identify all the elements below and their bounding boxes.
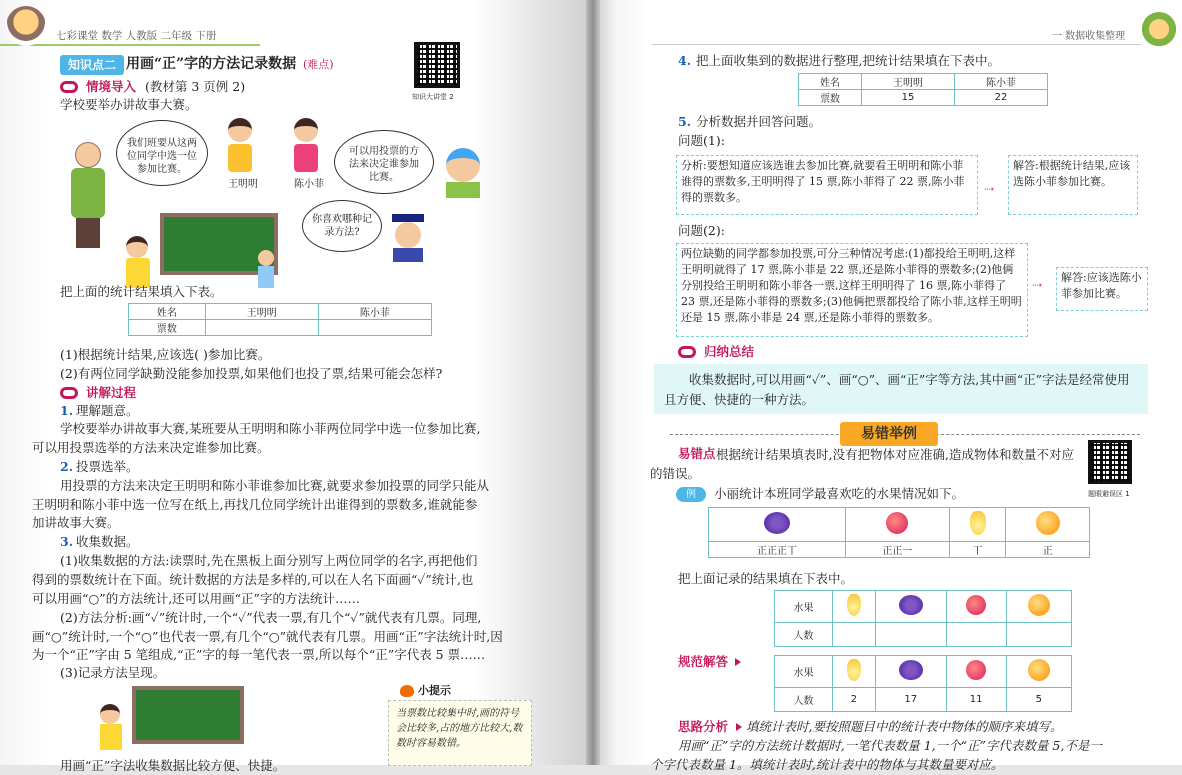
tally-apple-cell	[846, 508, 950, 542]
ft-apple-cell	[946, 591, 1006, 623]
p5-num: 5.	[678, 114, 692, 129]
apple-icon	[966, 660, 986, 680]
at-grape: 17	[875, 688, 946, 712]
student-boy-figure	[228, 118, 258, 178]
ft-label-count: 人数	[775, 623, 833, 647]
mascot-logo	[6, 6, 46, 46]
example-text: 小丽统计本班同学最喜欢吃的水果情况如下。	[714, 486, 965, 501]
std-label: 规范解答	[678, 654, 729, 669]
apple-icon	[966, 595, 986, 615]
kp-badge: (难点)	[303, 58, 334, 71]
th-wang: 王明明	[205, 304, 318, 320]
ft-empty-4[interactable]	[1006, 623, 1071, 647]
td4-votes: 票数	[799, 90, 862, 106]
grape-icon	[764, 512, 790, 534]
tally-apple: 正正一	[846, 542, 950, 558]
tally-grape-cell	[709, 508, 846, 542]
td-chen-empty[interactable]	[318, 320, 431, 336]
tally-orange: 正	[1006, 542, 1090, 558]
right-page	[592, 0, 1182, 772]
fill-table-empty	[774, 590, 1072, 647]
ft-empty-2[interactable]	[875, 623, 946, 647]
step1-title: 理解题意。	[76, 403, 139, 418]
qr-code[interactable]	[414, 42, 460, 88]
think-line3: 个字代表数量 1。填统计表时,统计表中的物体与其数量要对应。	[650, 757, 1004, 772]
speech-bubble-teacher	[116, 120, 208, 186]
apple-icon	[886, 512, 908, 534]
kp-title: 用画“正”字的方法记录数据	[126, 56, 297, 72]
ft-pear-cell	[833, 591, 876, 623]
pear-icon	[970, 511, 986, 535]
at-grape-cell	[875, 656, 946, 688]
th-name: 姓名	[129, 304, 206, 320]
ft-empty-3[interactable]	[946, 623, 1006, 647]
summary-text: 收集数据时,可以用画“✓”、画“○”、画“正”字等方法,其中画“正”字法是经常使用且方便、快捷的一种方法。	[664, 372, 1130, 407]
th4-name: 姓名	[799, 74, 862, 90]
orange-icon	[1028, 659, 1050, 681]
bottom-cut-line: 用画“正”字法收集数据比较方便、快捷。	[60, 758, 286, 773]
tally-grape: 正正正丅	[709, 542, 846, 558]
step2-title: 投票选举。	[76, 459, 139, 474]
q1-label: 问题(1):	[678, 133, 725, 148]
bubble-text-2: 可以用投票的方法来决定谁参加比赛。	[349, 146, 419, 183]
intro-text: 学校要举办讲故事大赛。	[60, 97, 198, 112]
td4-chen: 22	[955, 90, 1048, 106]
ft-label-fruit: 水果	[775, 591, 833, 623]
kp-tag	[60, 55, 124, 75]
summary-head: 归纳总结	[704, 344, 755, 359]
step3-line3: 可以用画“○”的方法统计,还可以用画“正”字的方法统计……	[32, 591, 360, 606]
banner-text: 易错举例	[861, 426, 917, 442]
step2-line2: 王明明和陈小菲中选一位写在纸上,再找几位同学统计出谁得到的票数多,谁就能参	[32, 497, 478, 512]
arrow-q2: ⇢	[1032, 278, 1043, 292]
at-label-count: 人数	[775, 688, 833, 712]
page-spine	[586, 0, 600, 765]
intro-head: 情境导入	[86, 79, 137, 94]
q1-analysis-box: 分析:要想知道应该选谁去参加比赛,就要看王明明和陈小菲谁得的票数多,王明明得了 15 票,陈小菲得了 22 票,陈小菲得的票数多。	[676, 155, 978, 215]
bird-icon	[400, 685, 414, 697]
step3-line4: (2)方法分析:画“✓”统计时,一个“✓”代表一票,有几个“✓”就代表有几票。同理,	[60, 610, 482, 625]
step2-num: 2.	[60, 459, 74, 474]
fill-prompt: 把上面的统计结果填入下表。	[60, 284, 223, 299]
at-pear-cell	[833, 656, 876, 688]
step3-line2: 得到的票数统计在下面。统计数据的方法是多样的,可以在人名下面画“✓”统计,也	[32, 572, 474, 587]
grape-icon	[899, 660, 923, 680]
fill-text: 把上面记录的结果填在下表中。	[678, 571, 854, 586]
err-text: 根据统计结果填表时,没有把物体对应准确,造成物体和数量不对应的错误。	[650, 447, 1074, 481]
pear-icon	[847, 594, 861, 616]
th4-wang: 王明明	[862, 74, 955, 90]
orange-icon	[1036, 511, 1060, 535]
bubble-text-3: 你喜欢哪种记录方法?	[312, 214, 372, 238]
tip-head: 小提示	[418, 684, 451, 697]
step3-line7: (3)记录方法呈现。	[60, 665, 166, 680]
doctor-hat-figure	[392, 214, 426, 264]
ft-grape-cell	[875, 591, 946, 623]
tally-orange-cell	[1006, 508, 1090, 542]
tally-pear: 丅	[949, 542, 1006, 558]
std-arrow-icon	[735, 658, 741, 666]
td4-wang: 15	[862, 90, 955, 106]
at-pear: 2	[833, 688, 876, 712]
banner	[840, 422, 938, 446]
think-arrow-icon	[736, 723, 742, 731]
step1-num: 1.	[60, 403, 74, 418]
err-label: 易错点	[678, 446, 716, 461]
explain-head: 讲解过程	[86, 385, 137, 400]
step3-line5: 画“○”统计时,一个“○”也代表一票,有几个“○”就代表有几票。用画“正”字法统计时,因	[32, 629, 503, 644]
summary-icon	[678, 346, 696, 358]
bubble-text-1: 我们班要从这两位同学中选一位参加比赛。	[127, 138, 197, 175]
blackboard-small	[132, 686, 244, 744]
student-small-figure	[100, 704, 126, 754]
step2-line1: 用投票的方法来决定王明明和陈小菲谁参加比赛,就要求参加投票的同学只能从	[60, 478, 489, 493]
tip-text: 当票数比较集中时,画的符号会比较多,占的地方比较大,数数时容易数错。	[396, 708, 523, 749]
td-wang-empty[interactable]	[205, 320, 318, 336]
summary-box	[654, 364, 1148, 414]
question-1: (1)根据统计结果,应该选( )参加比赛。	[60, 347, 271, 362]
at-label-fruit: 水果	[775, 656, 833, 688]
thinking-boy-figure	[446, 148, 492, 200]
p5-text: 分析数据并回答问题。	[696, 114, 822, 129]
q2-label: 问题(2):	[678, 223, 725, 238]
intro-icon	[60, 81, 78, 93]
name-chen: 陈小菲	[294, 179, 324, 190]
name-wang: 王明明	[228, 179, 258, 190]
teacher-figure	[68, 142, 108, 252]
tally-pear-cell	[949, 508, 1006, 542]
speech-bubble-question	[302, 200, 382, 252]
vote-table-empty	[128, 303, 432, 336]
step3-title: 收集数据。	[76, 534, 139, 549]
student-girl-figure	[294, 118, 324, 178]
example-tag	[676, 487, 706, 502]
qr-label-right: 题眼避误区 1	[1088, 490, 1130, 498]
p4-text: 把上面收集到的数据进行整理,把统计结果填在下表中。	[696, 53, 1000, 68]
td-votes: 票数	[129, 320, 206, 336]
ft-orange-cell	[1006, 591, 1071, 623]
vote-table-filled	[798, 73, 1048, 106]
step1-line2: 可以用投票选举的方法来决定谁参加比赛。	[32, 440, 270, 455]
at-orange: 5	[1006, 688, 1071, 712]
think-line1: 填统计表时,要按照题目中的统计表中物体的顺序来填写。	[746, 719, 1063, 734]
at-orange-cell	[1006, 656, 1071, 688]
step2-line3: 加讲故事大赛。	[32, 515, 120, 530]
orange-icon	[1028, 594, 1050, 616]
explain-icon	[60, 387, 78, 399]
think-line2: 用画“正”字的方法统计数据时,一笔代表数量 1,一个“正”字代表数量 5,不是一	[678, 738, 1102, 753]
example-tag-text: 例	[686, 489, 696, 500]
grape-icon	[899, 595, 923, 615]
q2-analysis-box: 两位缺勤的同学都参加投票,可分三种情况考虑:(1)都投给王明明,这样王明明就得了 17 票,陈小菲是 22 票,还是陈小菲得的票数多;(2)他俩分别投给王明明和陈小菲各一票,这样王明明得了 16 票,陈小菲得了 23 票,还是陈小菲得的票数多;(3)他俩把票都投给了陈小菲,这样王明明还是 15 票,陈小菲是 24 票,还是陈小菲得的票数多。	[676, 243, 1028, 337]
tally-table	[708, 507, 1090, 558]
qr-label: 知识大讲堂 2	[412, 93, 454, 101]
think-label: 思路分析	[678, 719, 729, 734]
step3-line6: 为一个“正”字由 5 笔组成,“正”字的每一笔代表一票,所以每个“正”字代表 5 票……	[32, 647, 486, 662]
pear-icon	[847, 659, 861, 681]
ft-empty-1[interactable]	[833, 623, 876, 647]
step3-num: 3.	[60, 534, 74, 549]
qr-code-right[interactable]	[1088, 440, 1132, 484]
step3-line1: (1)收集数据的方法:读票时,先在黑板上面分别写上两位同学的名字,再把他们	[60, 553, 478, 568]
running-head-right: 一 数据收集整理	[1052, 31, 1126, 42]
intro-ref: (教材第 3 页例 2)	[145, 79, 246, 94]
step1-line1: 学校要举办讲故事大赛,某班要从王明明和陈小菲两位同学中选一位参加比赛,	[60, 421, 481, 436]
arrow-q1: ⇢	[984, 182, 995, 196]
kp-tag-text: 知识点二	[67, 58, 116, 72]
student-standing	[258, 250, 278, 290]
th-chen: 陈小菲	[318, 304, 431, 320]
answer-table	[774, 655, 1072, 712]
question-2: (2)有两位同学缺勤没能参加投票,如果他们也投了票,结果可能会怎样?	[60, 366, 443, 381]
at-apple-cell	[946, 656, 1006, 688]
mascot-logo-right	[1140, 12, 1178, 50]
q1-answer-box: 解答:根据统计结果,应该选陈小菲参加比赛。	[1008, 155, 1138, 215]
p4-num: 4.	[678, 53, 692, 68]
q2-answer-box: 解答:应该选陈小菲参加比赛。	[1056, 267, 1148, 311]
left-page	[0, 0, 592, 773]
th4-chen: 陈小菲	[955, 74, 1048, 90]
speech-bubble-student	[334, 130, 434, 194]
running-head: 七彩课堂 数学 人教版 二年级 下册	[56, 30, 217, 42]
at-apple: 11	[946, 688, 1006, 712]
